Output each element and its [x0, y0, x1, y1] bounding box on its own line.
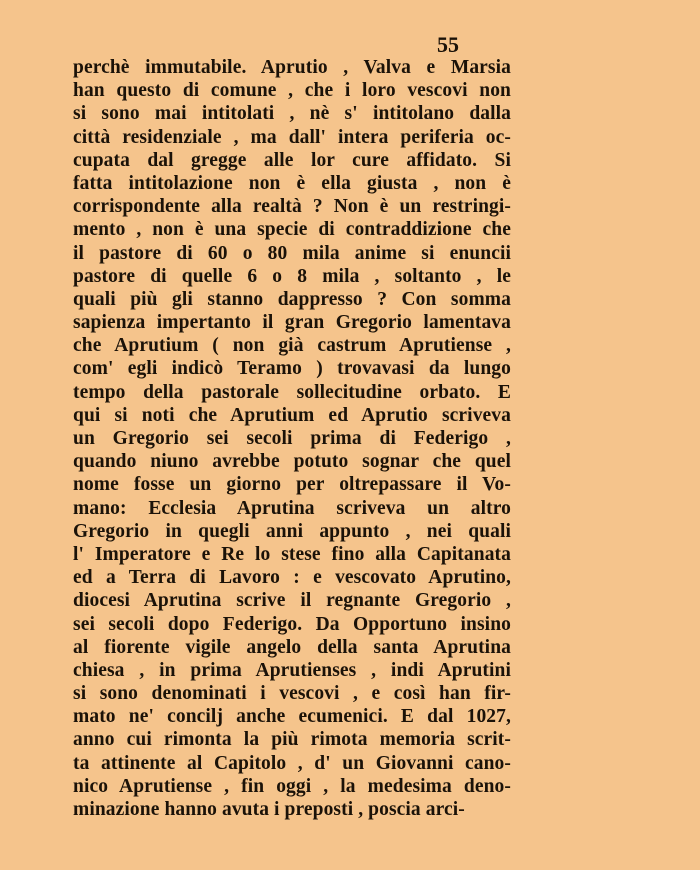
text-line: mano: Ecclesia Aprutina scriveva un altro [73, 497, 511, 519]
text-line: si sono mai intitolati , nè s' intitolano dalla [73, 103, 511, 125]
text-line: mato ne' concilj anche ecumenici. E dal 1027, [73, 706, 511, 728]
text-line: han questo di comune , che i loro vescovi non [73, 80, 511, 102]
text-line: un Gregorio sei secoli prima di Federigo , [73, 428, 511, 449]
text-line: minazione hanno avuta i preposti , poscia arci- [73, 799, 465, 820]
page-number: 55 [437, 32, 459, 57]
text-line: l' Imperatore e Re lo stese fino alla Capitanata [73, 543, 511, 565]
text-line: nome fosse un giorno per oltrepassare il Vo- [73, 474, 511, 496]
text-line: nico Aprutiense , fin oggi , la medesima deno- [73, 775, 511, 797]
text-line: al fiorente vigile angelo della santa Aprutina [73, 636, 511, 658]
text-line: si sono denominati i vescovi , e così han fir- [73, 683, 511, 705]
text-line: sapienza impertanto il gran Gregorio lamentava [73, 312, 511, 334]
text-line: tempo della pastorale sollecitudine orbato. E [73, 381, 511, 403]
text-line: ed a Terra di Lavoro : e vescovato Aprutino, [73, 567, 511, 589]
text-line: com' egli indicò Teramo ) trovavasi da lungo [73, 358, 511, 380]
text-line: quali più gli stanno dappresso ? Con somma [73, 288, 511, 310]
text-line: anno cui rimonta la più rimota memoria scrit- [73, 729, 511, 751]
text-line: diocesi Aprutina scrive il regnante Gregorio , [73, 590, 511, 612]
text-line: perchè immutabile. Aprutio , Valva e Marsia [73, 57, 511, 78]
text-line: sei secoli dopo Federigo. Da Opportuno insino [73, 613, 511, 635]
text-line: ta attinente al Capitolo , d' un Giovanni cano- [73, 752, 511, 774]
text-line: cupata dal gregge alle lor cure affidato. Si [73, 149, 511, 171]
text-line: corrispondente alla realtà ? Non è un restringi- [73, 196, 511, 218]
text-line: che Aprutium ( non già castrum Aprutiense , [73, 335, 511, 357]
body-text [73, 56, 511, 821]
text-line: il pastore di 60 o 80 mila anime si enuncii [73, 242, 511, 264]
text-line: quando niuno avrebbe potuto sognar che quel [73, 451, 511, 473]
text-line: Gregorio in quegli anni appunto , nei quali [73, 520, 511, 542]
text-line: pastore di quelle 6 o 8 mila , soltanto , le [73, 265, 511, 287]
text-line: città residenziale , ma dall' intera periferia oc- [73, 126, 511, 148]
text-line: chiesa , in prima Aprutienses , indi Aprutini [73, 659, 511, 681]
text-line: mento , non è una specie di contraddizione che [73, 219, 511, 241]
text-line: qui si noti che Aprutium ed Aprutio scriveva [73, 404, 511, 426]
text-line: fatta intitolazione non è ella giusta , non è [73, 172, 511, 194]
